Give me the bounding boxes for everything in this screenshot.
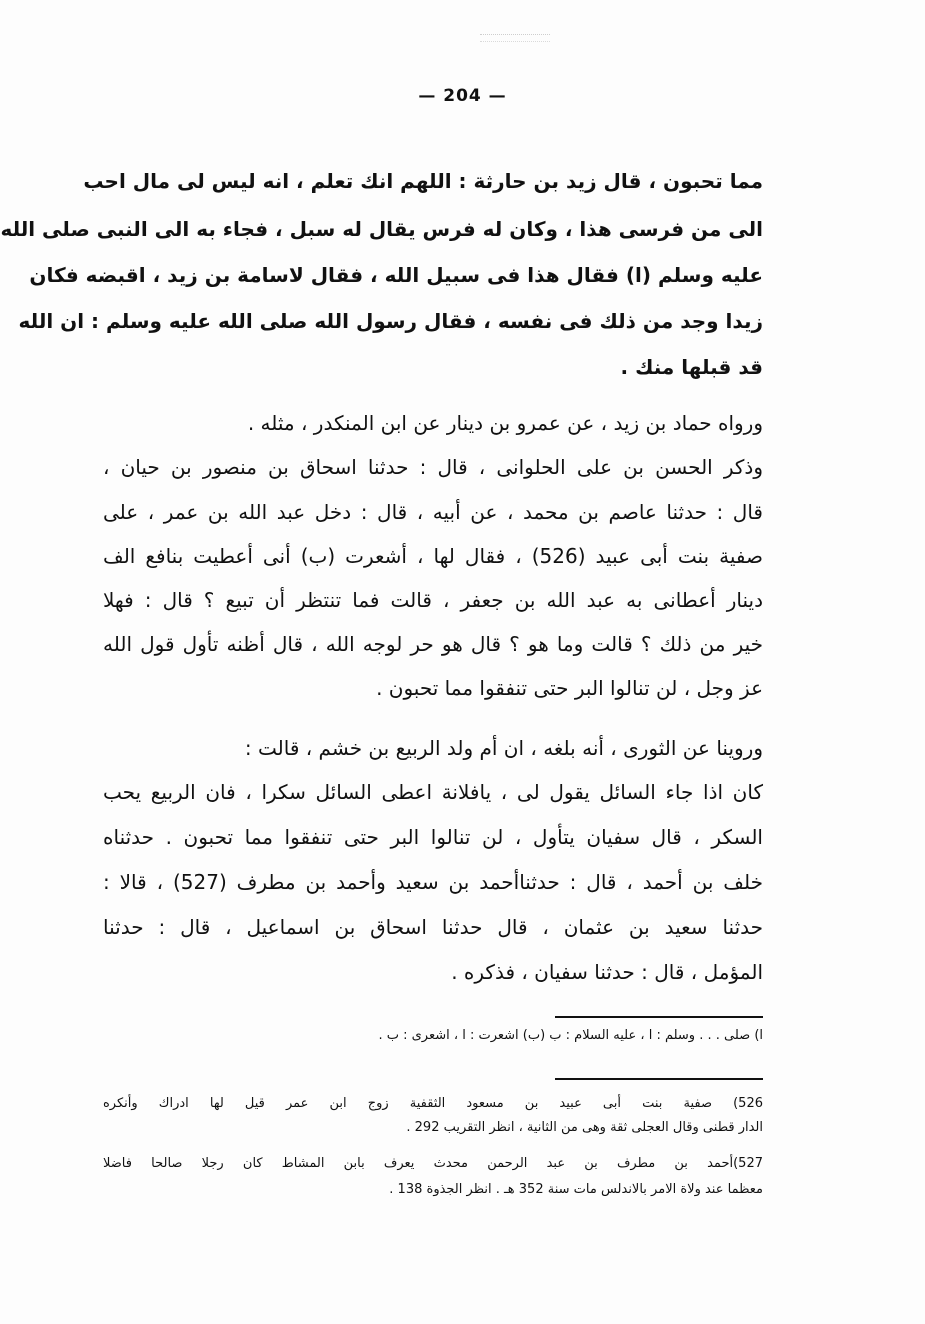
text-line: كان اذا جاء السائل يقول لى ، يافلانة اعطى السائل سكرا ، فان الربيع يحب bbox=[103, 780, 763, 804]
footnote-divider bbox=[555, 1016, 763, 1018]
text-line: مما تحبون ، قال زيد بن حارثة : اللهم انك تعلم ، انه ليس لى مال احب bbox=[83, 169, 763, 193]
footnote-line: معظما عند ولاة الامر بالاندلس مات سنة 352 هـ . انظر الجذوة 138 . bbox=[389, 1182, 763, 1197]
text-line: عز وجل ، لن تنالوا البر حتى تنفقوا مما تحبون . bbox=[376, 676, 763, 700]
scan-artifact bbox=[480, 34, 550, 42]
text-line: خير من ذلك ؟ قالت وما هو ؟ قال هو حر لوجه الله ، قال أظنه تأول قول الله bbox=[103, 632, 763, 656]
footnote-variants: ا) صلى . . . وسلم : ا ، عليه السلام : ب (ب) اشعرت : ا ، اشعرى : ب . bbox=[378, 1028, 763, 1043]
page-number: — 204 — bbox=[418, 86, 507, 106]
text-line: قال : حدثنا عاصم بن محمد ، عن أبيه ، قال : دخل عبد الله بن عمر ، على bbox=[103, 500, 763, 524]
footnote-divider bbox=[555, 1078, 763, 1080]
text-line: دينار أعطانى به عبد الله بن جعفر ، قالت فما تنتظر أن تبيع ؟ قال : فهلا bbox=[103, 588, 763, 612]
footnote-line: 526) صفية بنت أبى عبيد بن مسعود الثقفية زوج ابن عمر قيل لها ادراك وأنكره bbox=[103, 1096, 763, 1111]
text-line: وذكر الحسن بن على الحلوانى ، قال : حدثنا اسحاق بن منصور بن حيان ، bbox=[103, 455, 763, 479]
text-line: الى من فرسى هذا ، وكان له فرس يقال له سبل ، فجاء به الى النبى صلى الله bbox=[0, 217, 763, 241]
text-line: وروينا عن الثورى ، أنه بلغه ، ان أم ولد الربيع بن خشم ، قالت : bbox=[244, 736, 763, 760]
text-line: ورواه حماد بن زيد ، عن عمرو بن دينار عن ابن المنكدر ، مثله . bbox=[247, 411, 763, 435]
text-line: قد قبلها منك . bbox=[620, 355, 763, 379]
footnote-line: 527)أحمد بن مطرف بن عبد الرحمن محدث يعرف بابن المشاط كان رجلا صالحا فاضلا bbox=[103, 1156, 763, 1171]
text-line: صفية بنت أبى عبيد (526) ، فقال لها ، أشعرت (ب) أنى أعطيت بنافع الف bbox=[103, 544, 764, 568]
text-line: السكر ، قال سفيان يتأول ، لن تنالوا البر حتى تنفقوا مما تحبون . حدثناه bbox=[103, 825, 763, 849]
text-line: عليه وسلم (ا) فقال هذا فى سبيل الله ، فقال لاسامة بن زيد ، اقبضه فكان bbox=[29, 263, 763, 287]
text-line: المؤمل ، قال : حدثنا سفيان ، فذكره . bbox=[451, 960, 763, 984]
text-line: حدثنا سعيد بن عثمان ، قال حدثنا اسحاق بن اسماعيل ، قال : حدثنا bbox=[103, 915, 763, 939]
footnote-line: الدار قطنى وقال العجلى ثقة وهى من الثانية ، انظر التقريب 292 . bbox=[406, 1120, 763, 1135]
text-line: خلف بن أحمد ، قال : حدثناأحمد بن سعيد وأحمد بن مطرف (527) ، قالا : bbox=[103, 870, 763, 894]
text-line: زيدا وجد من ذلك فى نفسه ، فقال رسول الله صلى الله عليه وسلم : ان الله bbox=[18, 309, 763, 333]
